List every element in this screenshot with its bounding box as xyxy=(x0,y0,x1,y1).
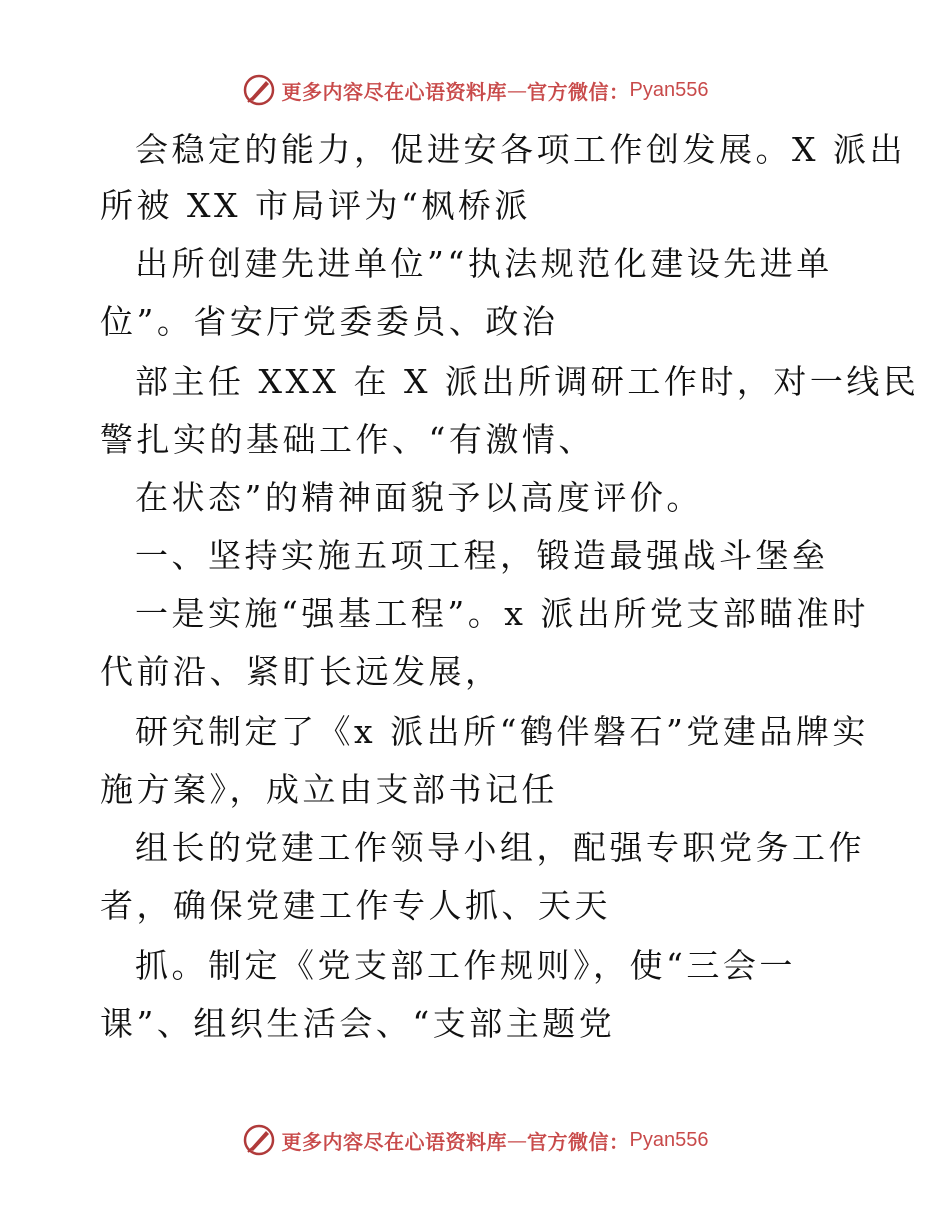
body-line: 者，确保党建工作专人抓、天天 xyxy=(100,886,611,925)
body-line: 一是实施“强基工程”。x 派出所党支部瞄准时 xyxy=(135,594,869,633)
quill-seal-icon xyxy=(242,1123,276,1157)
body-line: 所被 XX 市局评为“枫桥派 xyxy=(100,186,531,225)
body-line: 位”。省安厅党委委员、政治 xyxy=(100,302,559,341)
body-line: 警扎实的基础工作、“有激情、 xyxy=(100,420,595,459)
watermark-contact-text: 官方微信： xyxy=(527,1129,630,1154)
body-line: 研究制定了《x 派出所“鹤伴磐石”党建品牌实 xyxy=(135,712,869,751)
watermark-dash: — xyxy=(507,1128,528,1152)
body-line: 课”、组织生活会、“支部主题党 xyxy=(100,1004,616,1043)
body-line: 出所创建先进单位”“执法规范化建设先进单 xyxy=(135,244,833,283)
body-line: 代前沿、紧盯长远发展， xyxy=(100,652,502,691)
header-watermark xyxy=(0,70,950,110)
body-line: 组长的党建工作领导小组，配强专职党务工作 xyxy=(135,828,865,867)
body-line: 施方案》，成立由支部书记任 xyxy=(100,770,558,809)
section-heading: 一、坚持实施五项工程，锻造最强战斗堡垒 xyxy=(135,536,829,575)
body-line: 部主任 XXX 在 X 派出所调研工作时，对一线民 xyxy=(135,362,920,401)
footer-watermark xyxy=(0,1120,950,1160)
body-line: 在状态”的精神面貌予以高度评价。 xyxy=(135,478,703,517)
watermark-contact-id: Pyan556 xyxy=(629,78,709,101)
body-line: 会稳定的能力，促进安各项工作创发展。X 派出 xyxy=(135,130,906,169)
quill-seal-icon xyxy=(242,73,276,107)
watermark-site-text: 更多内容尽在心语资料库 xyxy=(281,1129,508,1154)
watermark-site-text: 更多内容尽在心语资料库 xyxy=(281,79,508,104)
watermark-contact-text: 官方微信： xyxy=(527,79,630,104)
watermark-contact-id: Pyan556 xyxy=(629,1128,709,1151)
watermark-dash: — xyxy=(507,78,528,102)
body-line: 抓。制定《党支部工作规则》，使“三会一 xyxy=(135,946,796,985)
